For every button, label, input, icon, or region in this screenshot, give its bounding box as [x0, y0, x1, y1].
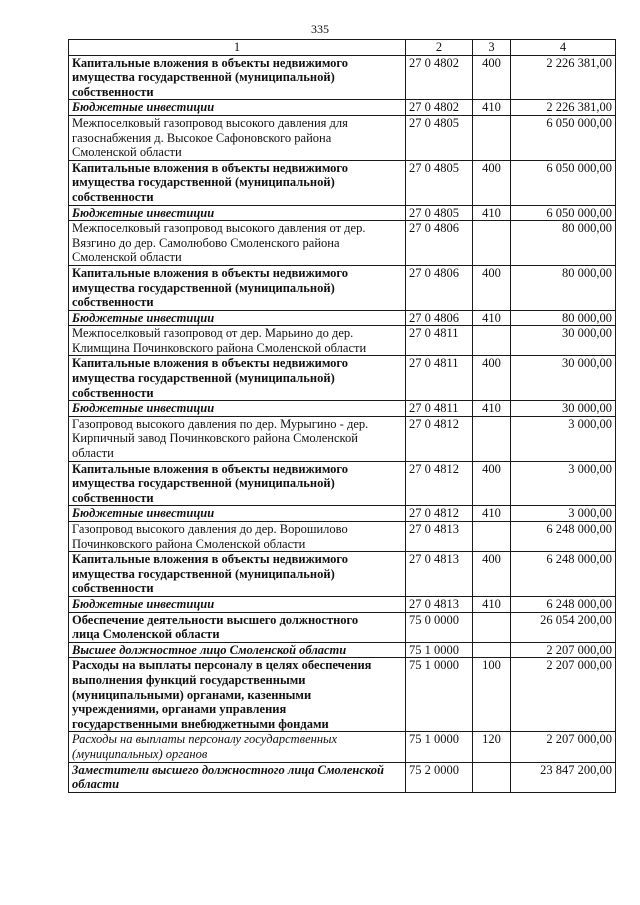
table-row [69, 160, 616, 205]
row-name: Бюджетные инвестиции [69, 310, 406, 326]
table-header-row [69, 40, 616, 56]
row-name: Бюджетные инвестиции [69, 205, 406, 221]
row-name: Расходы на выплаты персоналу государственных (муниципальных) органов [69, 732, 406, 762]
row-code: 27 0 4806 [406, 221, 473, 266]
row-type: 410 [473, 310, 511, 326]
table-row [69, 356, 616, 401]
row-type: 400 [473, 552, 511, 597]
row-type [473, 115, 511, 160]
row-name: Обеспечение деятельности высшего должностного лица Смоленской области [69, 612, 406, 642]
row-type: 400 [473, 55, 511, 100]
row-amount: 30 000,00 [511, 326, 616, 356]
table-row [69, 115, 616, 160]
table-row [69, 506, 616, 522]
table-row [69, 221, 616, 266]
row-name: Капитальные вложения в объекты недвижимого имущества государственной (муниципальной) собственности [69, 160, 406, 205]
table-row [69, 658, 616, 732]
table-row [69, 55, 616, 100]
budget-table [68, 39, 616, 793]
row-name: Высшее должностное лицо Смоленской области [69, 642, 406, 658]
table-row [69, 642, 616, 658]
row-type: 410 [473, 401, 511, 417]
row-name: Бюджетные инвестиции [69, 506, 406, 522]
row-name: Капитальные вложения в объекты недвижимого имущества государственной (муниципальной) собственности [69, 461, 406, 506]
row-type [473, 612, 511, 642]
row-name: Бюджетные инвестиции [69, 401, 406, 417]
table-row [69, 416, 616, 461]
row-name: Заместители высшего должностного лица Смоленской области [69, 762, 406, 792]
row-name: Капитальные вложения в объекты недвижимого имущества государственной (муниципальной) собственности [69, 55, 406, 100]
row-type [473, 221, 511, 266]
row-code: 27 0 4802 [406, 55, 473, 100]
row-code: 27 0 4813 [406, 552, 473, 597]
row-type: 410 [473, 506, 511, 522]
page-number: 335 [311, 22, 329, 36]
table-row [69, 522, 616, 552]
row-amount: 6 248 000,00 [511, 522, 616, 552]
row-type: 400 [473, 265, 511, 310]
row-type [473, 642, 511, 658]
row-amount: 30 000,00 [511, 401, 616, 417]
row-code: 27 0 4811 [406, 326, 473, 356]
row-amount: 3 000,00 [511, 416, 616, 461]
row-amount: 2 207 000,00 [511, 658, 616, 732]
row-type: 410 [473, 596, 511, 612]
row-type: 410 [473, 100, 511, 116]
row-name: Межпоселковый газопровод высокого давления от дер. Вязгино до дер. Самолюбово Смоленского района Смоленской области [69, 221, 406, 266]
row-code: 27 0 4805 [406, 115, 473, 160]
row-code: 27 0 4806 [406, 265, 473, 310]
row-amount: 2 207 000,00 [511, 642, 616, 658]
row-type: 410 [473, 205, 511, 221]
row-name: Бюджетные инвестиции [69, 100, 406, 116]
row-amount: 6 248 000,00 [511, 552, 616, 597]
column-header-type: 3 [473, 40, 511, 56]
row-amount: 2 226 381,00 [511, 100, 616, 116]
table-row [69, 612, 616, 642]
row-code: 27 0 4813 [406, 522, 473, 552]
row-name: Газопровод высокого давления до дер. Ворошилово Починковского района Смоленской области [69, 522, 406, 552]
row-name: Бюджетные инвестиции [69, 596, 406, 612]
row-code: 75 2 0000 [406, 762, 473, 792]
table-row [69, 205, 616, 221]
row-amount: 6 050 000,00 [511, 205, 616, 221]
row-code: 27 0 4811 [406, 401, 473, 417]
table-row [69, 552, 616, 597]
row-name: Капитальные вложения в объекты недвижимого имущества государственной (муниципальной) собственности [69, 356, 406, 401]
row-code: 75 1 0000 [406, 658, 473, 732]
row-amount: 3 000,00 [511, 506, 616, 522]
column-header-amount: 4 [511, 40, 616, 56]
row-code: 75 0 0000 [406, 612, 473, 642]
table-row [69, 732, 616, 762]
row-amount: 6 050 000,00 [511, 160, 616, 205]
row-amount: 26 054 200,00 [511, 612, 616, 642]
table-row [69, 310, 616, 326]
row-code: 27 0 4805 [406, 205, 473, 221]
row-name: Капитальные вложения в объекты недвижимого имущества государственной (муниципальной) собственности [69, 265, 406, 310]
row-amount: 2 207 000,00 [511, 732, 616, 762]
row-amount: 80 000,00 [511, 265, 616, 310]
row-name: Расходы на выплаты персоналу в целях обеспечения выполнения функций государственными (муниципальными) органами, казенными учреждениями, органами управления государственными внебюджетными фондами [69, 658, 406, 732]
row-amount: 80 000,00 [511, 310, 616, 326]
column-header-name: 1 [69, 40, 406, 56]
row-amount: 6 248 000,00 [511, 596, 616, 612]
row-code: 75 1 0000 [406, 642, 473, 658]
row-type [473, 522, 511, 552]
row-code: 27 0 4806 [406, 310, 473, 326]
row-type: 100 [473, 658, 511, 732]
row-type: 120 [473, 732, 511, 762]
row-type: 400 [473, 160, 511, 205]
row-type [473, 762, 511, 792]
table-row [69, 461, 616, 506]
row-code: 75 1 0000 [406, 732, 473, 762]
row-name: Капитальные вложения в объекты недвижимого имущества государственной (муниципальной) собственности [69, 552, 406, 597]
row-type: 400 [473, 356, 511, 401]
row-type: 400 [473, 461, 511, 506]
row-code: 27 0 4802 [406, 100, 473, 116]
row-name: Межпоселковый газопровод от дер. Марьино до дер. Климщина Починковского района Смоленской области [69, 326, 406, 356]
table-row [69, 762, 616, 792]
row-amount: 80 000,00 [511, 221, 616, 266]
row-code: 27 0 4812 [406, 461, 473, 506]
row-amount: 30 000,00 [511, 356, 616, 401]
row-code: 27 0 4811 [406, 356, 473, 401]
row-amount: 2 226 381,00 [511, 55, 616, 100]
row-name: Газопровод высокого давления по дер. Мурыгино - дер. Кирпичный завод Починковского района Смоленской области [69, 416, 406, 461]
table-row [69, 596, 616, 612]
row-type [473, 326, 511, 356]
table-row [69, 265, 616, 310]
row-name: Межпоселковый газопровод высокого давления для газоснабжения д. Высокое Сафоновского района Смоленской области [69, 115, 406, 160]
row-code: 27 0 4813 [406, 596, 473, 612]
table-row [69, 326, 616, 356]
row-type [473, 416, 511, 461]
table-row [69, 401, 616, 417]
row-amount: 6 050 000,00 [511, 115, 616, 160]
row-amount: 23 847 200,00 [511, 762, 616, 792]
row-amount: 3 000,00 [511, 461, 616, 506]
table-row [69, 100, 616, 116]
row-code: 27 0 4812 [406, 416, 473, 461]
row-code: 27 0 4805 [406, 160, 473, 205]
column-header-code: 2 [406, 40, 473, 56]
row-code: 27 0 4812 [406, 506, 473, 522]
